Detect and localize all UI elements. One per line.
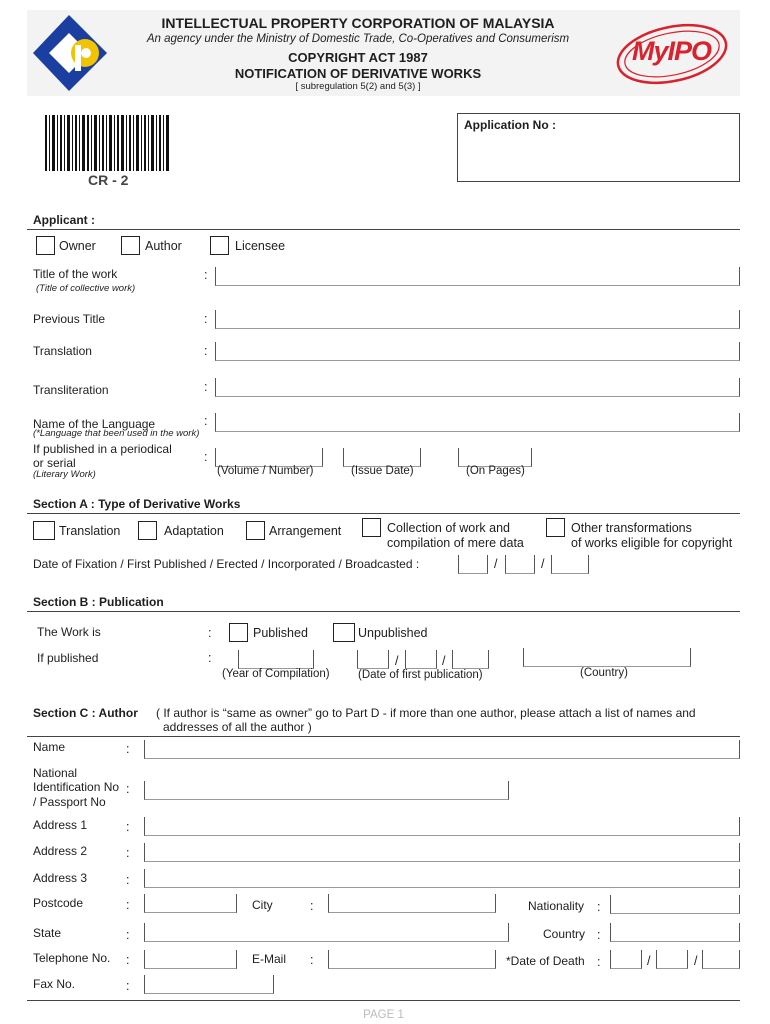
address1-field[interactable]: [144, 817, 740, 836]
myipo-logo: [612, 20, 730, 88]
unpublished-checkbox[interactable]: [333, 623, 355, 642]
section-b-rule: [27, 611, 740, 612]
first-pub-label: (Date of first publication): [358, 669, 483, 681]
language-label: Name of the Language: [33, 417, 156, 431]
nid-field[interactable]: [144, 781, 509, 800]
first-pub-slash-1: /: [395, 654, 399, 668]
nationality-colon: :: [597, 900, 601, 914]
unpublished-label: Unpublished: [358, 626, 428, 640]
type-translation-checkbox[interactable]: [33, 521, 55, 540]
owner-label: Owner: [59, 239, 96, 253]
section-c-rule: [27, 736, 740, 737]
date-of-death-colon: :: [597, 955, 601, 969]
footer-rule: [27, 1000, 740, 1001]
type-other-label-2: of works eligible for copyright: [571, 536, 733, 550]
fixation-day-field[interactable]: [458, 555, 488, 574]
type-collection-checkbox[interactable]: [362, 518, 381, 537]
state-label: State: [33, 926, 62, 940]
periodical-label-1: If published in a periodical: [33, 442, 172, 456]
death-day-field[interactable]: [610, 950, 642, 969]
author-name-colon: :: [126, 742, 130, 756]
telephone-field[interactable]: [144, 950, 237, 969]
email-label: E-Mail: [252, 952, 287, 966]
section-c-title: Section C : Author: [33, 706, 138, 720]
title-of-work-note: (Title of collective work): [36, 283, 136, 294]
death-slash-1: /: [647, 954, 651, 968]
periodical-note: (Literary Work): [33, 469, 96, 480]
death-slash-2: /: [694, 954, 698, 968]
date-of-fixation-label: Date of Fixation / First Published / Erected / Incorporated / Broadcasted :: [33, 557, 420, 571]
section-a-title: Section A : Type of Derivative Works: [33, 497, 241, 511]
type-other-label-1: Other transformations: [571, 521, 692, 535]
language-field[interactable]: [215, 413, 740, 432]
previous-title-label: Previous Title: [33, 312, 106, 326]
postcode-field[interactable]: [144, 894, 237, 913]
translation-field[interactable]: [215, 342, 740, 361]
title-of-work-field[interactable]: [215, 267, 740, 286]
work-is-label: The Work is: [37, 625, 101, 639]
fax-field[interactable]: [144, 975, 274, 994]
fax-colon: :: [126, 979, 130, 993]
state-colon: :: [126, 928, 130, 942]
translation-label: Translation: [33, 344, 92, 358]
year-of-compilation-label: (Year of Compilation): [222, 668, 330, 680]
death-year-field[interactable]: [702, 950, 740, 969]
fixation-month-field[interactable]: [505, 555, 535, 574]
work-is-colon: :: [208, 626, 212, 640]
transliteration-field[interactable]: [215, 378, 740, 397]
form-title: NOTIFICATION OF DERIVATIVE WORKS: [234, 66, 482, 81]
agency-line: An agency under the Ministry of Domestic Trade, Co-Operatives and Consumerism: [146, 33, 570, 45]
telephone-colon: :: [126, 953, 130, 967]
first-pub-day-field[interactable]: [357, 650, 389, 669]
city-field[interactable]: [328, 894, 496, 913]
author-label: Author: [145, 239, 182, 253]
type-collection-label-1: Collection of work and: [387, 521, 510, 535]
author-checkbox[interactable]: [121, 236, 140, 255]
previous-title-field[interactable]: [215, 310, 740, 329]
nid-label-3: / Passport No: [33, 795, 106, 809]
country-label: Country: [543, 927, 586, 941]
postcode-colon: :: [126, 898, 130, 912]
first-pub-year-field[interactable]: [452, 650, 489, 669]
fixation-year-field[interactable]: [551, 555, 589, 574]
if-published-colon: :: [208, 651, 212, 665]
subregulation: [ subregulation 5(2) and 5(3) ]: [295, 81, 421, 92]
first-pub-slash-2: /: [442, 654, 446, 668]
telephone-label: Telephone No.: [33, 951, 111, 965]
nid-colon: :: [126, 782, 130, 796]
issue-date-label: (Issue Date): [351, 465, 414, 477]
type-adaptation-checkbox[interactable]: [138, 521, 157, 540]
previous-title-colon: :: [204, 312, 208, 326]
form-code: CR - 2: [88, 172, 129, 188]
author-name-label: Name: [33, 740, 66, 754]
act-title: COPYRIGHT ACT 1987: [288, 50, 428, 65]
on-pages-label: (On Pages): [466, 465, 525, 477]
translation-colon: :: [204, 344, 208, 358]
licensee-checkbox[interactable]: [210, 236, 229, 255]
address2-colon: :: [126, 846, 130, 860]
application-no-label: Application No :: [464, 118, 556, 132]
first-pub-month-field[interactable]: [405, 650, 437, 669]
section-a-rule: [27, 513, 740, 514]
city-colon: :: [310, 899, 314, 913]
address2-label: Address 2: [33, 844, 88, 858]
barcode: [43, 115, 173, 171]
state-field[interactable]: [144, 923, 509, 942]
fax-label: Fax No.: [33, 977, 76, 991]
if-published-label: If published: [37, 651, 99, 665]
licensee-label: Licensee: [235, 239, 286, 253]
published-checkbox[interactable]: [229, 623, 248, 642]
city-label: City: [252, 898, 273, 912]
publication-country-field[interactable]: [523, 648, 691, 667]
type-arrangement-label: Arrangement: [269, 524, 342, 538]
title-colon: :: [204, 268, 208, 282]
postcode-label: Postcode: [33, 896, 84, 910]
transliteration-colon: :: [204, 380, 208, 394]
death-month-field[interactable]: [656, 950, 688, 969]
ipcm-logo: [33, 15, 113, 91]
type-arrangement-checkbox[interactable]: [246, 521, 265, 540]
fixation-slash-2: /: [541, 557, 545, 571]
section-c-note-2: addresses of all the author ): [163, 720, 312, 734]
address3-colon: :: [126, 873, 130, 887]
applicant-label: Applicant :: [33, 213, 95, 227]
address3-field[interactable]: [144, 869, 740, 888]
applicant-rule: [27, 229, 740, 230]
fixation-slash-1: /: [494, 557, 498, 571]
email-colon: :: [310, 953, 314, 967]
address3-label: Address 3: [33, 871, 88, 885]
country-field[interactable]: [610, 923, 740, 942]
country-colon: :: [597, 928, 601, 942]
address1-colon: :: [126, 820, 130, 834]
section-b-title: Section B : Publication: [33, 595, 164, 609]
nationality-label: Nationality: [528, 899, 585, 913]
org-name: INTELLECTUAL PROPERTY CORPORATION OF MALAYSIA: [161, 15, 555, 31]
periodical-label-2: or serial: [33, 456, 76, 470]
address1-label: Address 1: [33, 818, 88, 832]
email-field[interactable]: [328, 950, 496, 969]
country-of-pub-label: (Country): [580, 667, 628, 679]
type-collection-label-2: compilation of mere data: [387, 536, 524, 550]
title-of-work-label: Title of the work: [33, 267, 118, 281]
section-c-note-1: ( If author is “same as owner” go to Part D - if more than one author, please attach a list of names and: [156, 706, 696, 720]
nid-label-1: National: [33, 766, 78, 780]
author-name-field[interactable]: [144, 740, 740, 759]
language-note: (*Language that been used in the work): [33, 428, 200, 439]
language-colon: :: [204, 414, 208, 428]
transliteration-label: Transliteration: [33, 383, 109, 397]
nationality-field[interactable]: [610, 895, 740, 914]
myipo-brand: MyIPO: [632, 36, 712, 66]
periodical-colon: :: [204, 450, 208, 464]
page-number: PAGE 1: [363, 1009, 404, 1021]
volume-label: (Volume / Number): [217, 465, 314, 477]
type-translation-label: Translation: [59, 524, 121, 538]
published-label: Published: [253, 626, 308, 640]
owner-checkbox[interactable]: [36, 236, 55, 255]
date-of-death-label: *Date of Death: [506, 954, 585, 968]
year-of-compilation-field[interactable]: [238, 650, 314, 669]
type-other-checkbox[interactable]: [546, 518, 565, 537]
type-adaptation-label: Adaptation: [164, 524, 224, 538]
nid-label-2: Identification No: [33, 780, 120, 794]
address2-field[interactable]: [144, 843, 740, 862]
